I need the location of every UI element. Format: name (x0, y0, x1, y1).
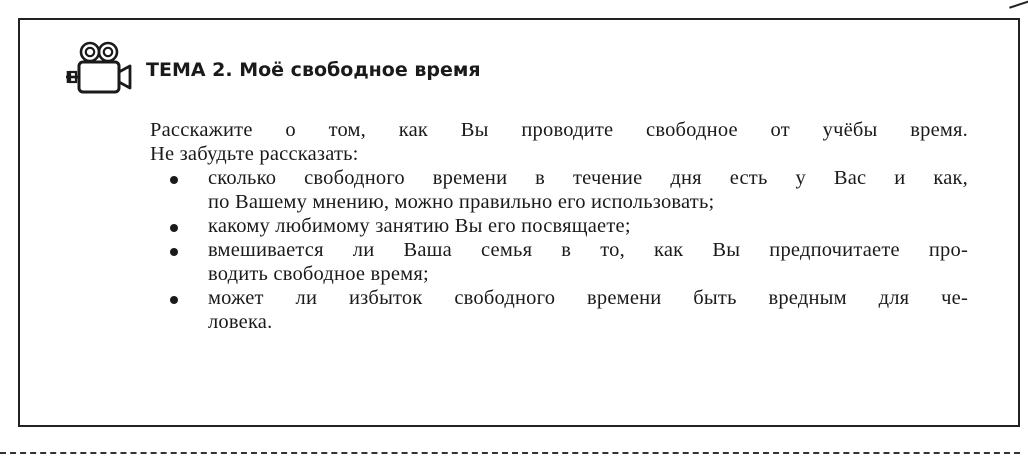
bullet-icon (170, 296, 178, 304)
intro-line-1: Расскажите о том, как Вы проводите свободное от учёбы время. (150, 119, 968, 141)
list-item-line-2: водить свободное время; (208, 263, 429, 285)
cut-line-divider (0, 452, 1020, 454)
bullet-list (150, 166, 980, 334)
bullet-icon (170, 176, 178, 184)
topic-content (150, 118, 980, 334)
list-item-line-1: сколько свободного времени в течение дня есть у Вас и как, (208, 167, 968, 189)
list-item-line-1: какому любимому занятию Вы его посвящаете; (208, 215, 631, 237)
list-item (150, 286, 980, 334)
topic-title: ТЕМА 2. Моё свободное время (146, 59, 481, 81)
list-item (150, 214, 980, 238)
bullet-icon (170, 248, 178, 256)
list-item (150, 238, 980, 286)
video-camera-icon (60, 38, 138, 104)
list-item (150, 166, 980, 214)
list-item-line-2: ловека. (208, 311, 273, 333)
list-item-line-1: может ли избыток свободного времени быть вредным для че- (208, 287, 968, 309)
intro-line-2: Не забудьте рассказать: (150, 143, 359, 165)
bullet-icon (170, 224, 178, 232)
list-item-line-1: вмешивается ли Ваша семья в то, как Вы предпочитаете про- (208, 239, 968, 261)
list-item-line-2: по Вашему мнению, можно правильно его использовать; (208, 191, 715, 213)
